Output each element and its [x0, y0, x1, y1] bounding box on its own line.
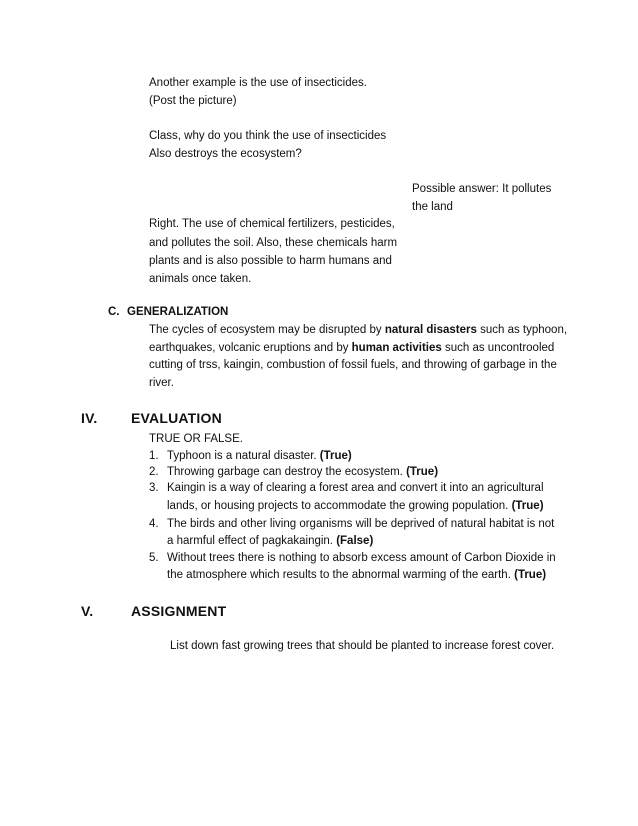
discussion-line-2: (Post the picture)	[149, 95, 237, 107]
right-line-1: Right. The use of chemical fertilizers, pesticides,	[149, 218, 395, 230]
assignment-title: ASSIGNMENT	[131, 603, 227, 619]
possible-answer-line-2: the land	[412, 201, 453, 213]
assignment-numeral: V.	[81, 603, 94, 619]
generalization-line-4: river.	[149, 377, 174, 389]
generalization-line-1: The cycles of ecosystem may be disrupted by natural disasters such as typhoon,	[149, 324, 568, 336]
discussion-line-1: Another example is the use of insecticides.	[149, 77, 367, 89]
evaluation-title: EVALUATION	[131, 410, 222, 426]
right-line-4: animals once taken.	[149, 273, 252, 285]
evaluation-item-5-cont: the atmosphere which results to the abnormal warming of the earth. (True)	[167, 569, 547, 581]
generalization-line-2: earthquakes, volcanic eruptions and by human activities such as uncontrooled	[149, 342, 555, 354]
evaluation-item-1: 1. Typhoon is a natural disaster. (True)	[149, 450, 352, 462]
evaluation-item-2: 2. Throwing garbage can destroy the ecosystem. (True)	[149, 466, 439, 478]
possible-answer-line-1: Possible answer: It pollutes	[412, 183, 552, 195]
evaluation-item-3: 3. Kaingin is a way of clearing a forest area and convert it into an agricultural	[149, 482, 544, 494]
evaluation-item-5: 5. Without trees there is nothing to absorb excess amount of Carbon Dioxide in	[149, 552, 556, 564]
right-line-3: plants and is also possible to harm humans and	[149, 255, 392, 267]
generalization-line-3: cutting of trss, kaingin, combustion of fossil fuels, and throwing of garbage in the	[149, 359, 557, 371]
question-line-1: Class, why do you think the use of insecticides	[149, 130, 387, 142]
evaluation-item-3-cont: lands, or housing projects to accommodate the growing population. (True)	[167, 500, 544, 512]
evaluation-numeral: IV.	[81, 410, 98, 426]
generalization-title: GENERALIZATION	[127, 306, 229, 318]
question-line-2: Also destroys the ecosystem?	[149, 148, 302, 160]
generalization-label: C.	[108, 306, 120, 318]
right-line-2: and pollutes the soil. Also, these chemicals harm	[149, 237, 398, 249]
evaluation-intro: TRUE OR FALSE.	[149, 433, 243, 445]
assignment-text: List down fast growing trees that should be planted to increase forest cover.	[170, 640, 555, 652]
evaluation-item-4: 4. The birds and other living organisms will be deprived of natural habitat is not	[149, 518, 555, 530]
evaluation-item-4-cont: a harmful effect of pagkakaingin. (False)	[167, 535, 374, 547]
